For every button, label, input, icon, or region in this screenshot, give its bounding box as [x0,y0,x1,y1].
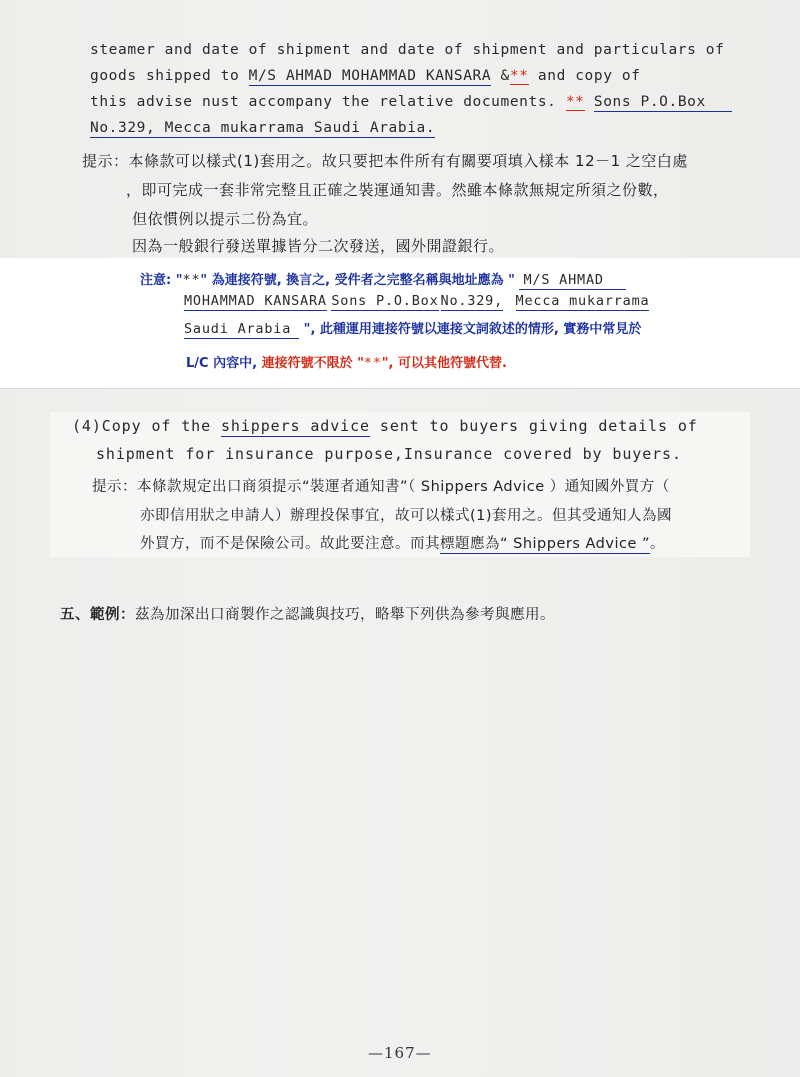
hint2-line3 [140,532,665,553]
section5-text: 茲為加深出口商製作之認識與技巧，略舉下列供為參考與應用。 [135,607,555,623]
hint1-line1 [82,150,688,171]
para1-line3 [90,94,732,110]
para1-line2-a: goods shipped to [90,68,240,84]
item4-shippers-advice: shippers advice [220,417,370,435]
item4-line2: shipment for insurance purpose,Insurance covered by buyers. [96,445,682,463]
connector-marker: ** [509,68,529,84]
hint2-line1 [92,475,670,496]
hint2-line2: 亦即信用狀之申請人）辦理投保事宜，故可以樣式(1)套用之。但其受通知人為國 [140,508,673,524]
address-part1: Sons P.O.Box [594,94,732,112]
note-text2: 此種運用連接符號以連接文詞敘述的情形, 實務中常見於 [319,322,642,337]
item4-line1 [72,417,698,435]
hint2-text1: 本條款規定出口商須提示“裝運者通知書”（ Shippers Advice ）通知國外買方（ [137,479,670,495]
note-quote3-close: ", [381,356,394,371]
note-quote3-open: " [357,356,364,371]
note-addr3: Mecca mukarrama [515,293,650,309]
para1-line3-a: this advise nust accompany the relative documents. [90,94,557,110]
note-addr1: Sons P.O.Box [331,293,439,309]
ampersand: & [500,68,510,84]
item4-line1-b: sent to buyers giving details of [379,417,698,435]
section5-line [60,603,555,624]
consignee-name: M/S AHMAD MOHAMMAD KANSARA [248,68,492,84]
note-addr4: Saudi Arabia [184,321,299,339]
page-number: —167— [368,1044,432,1062]
note-quote2-close: ", [303,322,316,337]
address-part2: No.329, Mecca mukarrama Saudi Arabia. [90,120,436,136]
item4-num: (4) [72,417,102,435]
note-quote2-open: " [508,273,515,288]
hint1-line4: 因為一般銀行發送單據皆分二次發送，國外開證銀行。 [132,237,505,255]
section5-label: 五、範例： [60,607,135,623]
note-label: 注意: [140,273,172,288]
note-line4 [186,352,507,371]
para1-line4 [90,120,435,136]
note-line1 [140,269,626,288]
hint1-label: 提示： [82,152,129,170]
note-line3 [184,318,641,337]
note-text1: 為連接符號, 換言之, 受件者之完整名稱與地址應為 [211,273,504,288]
hint2-label: 提示： [92,479,137,495]
note-marker2: ** [363,355,382,371]
note-quote-open: " [175,273,183,288]
hint2-line3-end: 。 [650,536,665,552]
note-name1: M/S AHMAD [519,272,625,290]
note-text5: 可以其他符號代替. [398,356,507,371]
note-name2: MOHAMMAD KANSARA [184,293,327,309]
note-marker: ** [182,272,201,288]
hint1-line2: ，即可完成一套非常完整且正確之裝運通知書。然雖本條款無規定所須之份數， [126,181,669,199]
item4-line1-a: Copy of the [101,417,212,435]
hint2-title-underlined: 標題應為“ Shippers Advice ” [440,536,650,552]
note-text4: 連接符號不限於 [261,356,353,371]
hint1-line3: 但依慣例以提示二份為宜。 [132,210,319,228]
para1-line1: steamer and date of shipment and date of shipment and particulars of [90,42,725,58]
connector-marker-2: ** [565,94,585,110]
note-text3: L/C 內容中, [186,356,258,371]
para1-line2 [90,68,641,84]
note-addr2: No.329, [440,293,504,309]
para1-line2-b: and copy of [537,68,641,84]
divider [0,388,800,389]
hint2-line3-a: 外買方，而不是保險公司。故此要注意。而其 [140,536,440,552]
note-quote-close: " [200,273,208,288]
hint1-text1: 本條款可以樣式(1)套用之。故只要把本件所有有關要項填入樣本 12－1 之空白處 [128,152,688,170]
note-line2 [184,293,649,309]
